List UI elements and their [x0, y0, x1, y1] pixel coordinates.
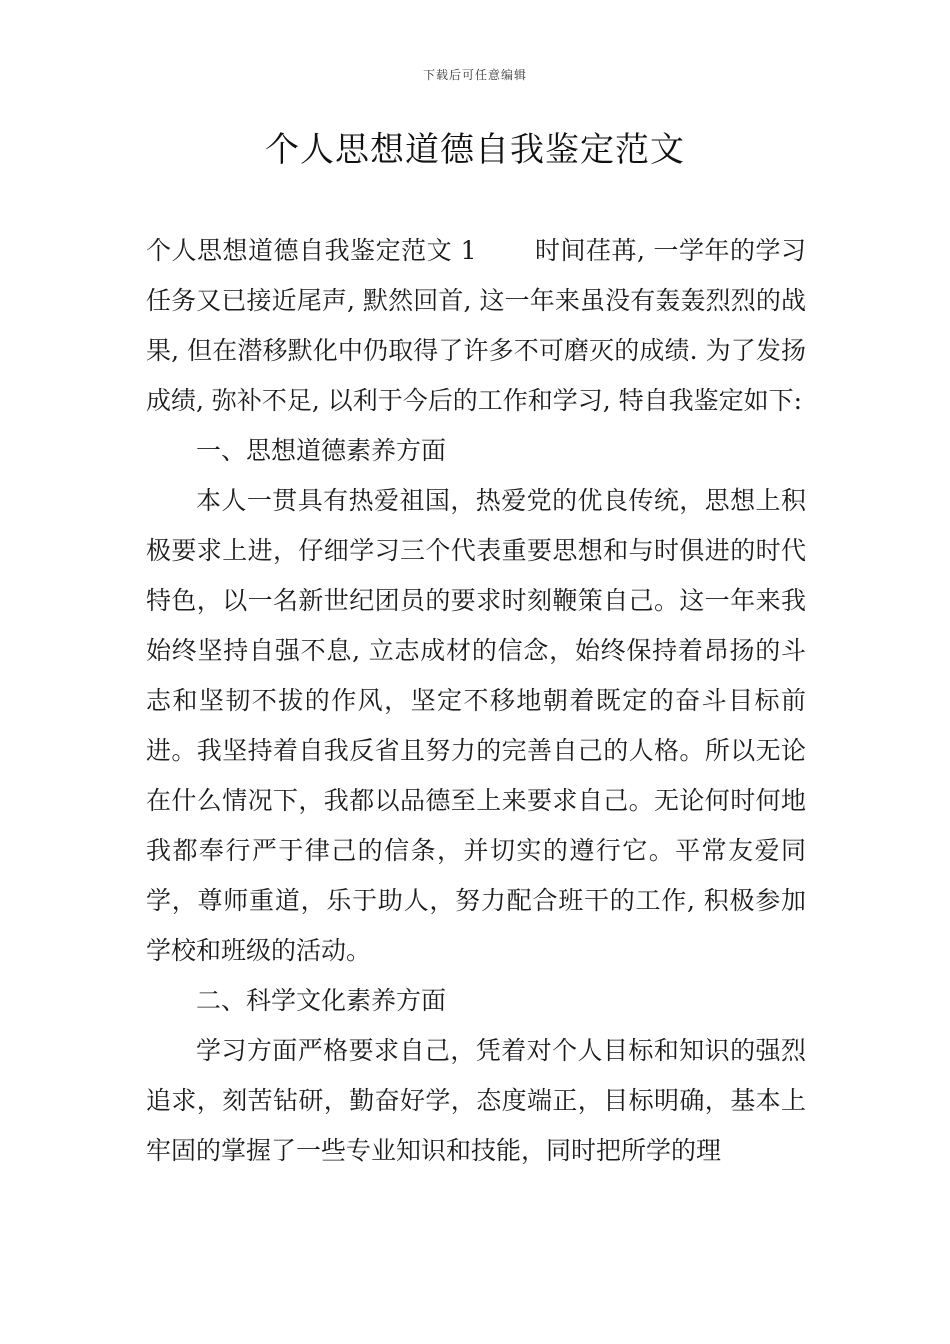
document-body	[146, 226, 806, 1176]
section-heading-moral: 一、思想道德素养方面	[196, 436, 447, 465]
intro-paragraph	[146, 226, 806, 426]
section-paragraph-moral: 本人一贯具有热爱祖国，热爱党的优良传统，思想上积极要求上进，仔细学习三个代表重要思想和与时俱进的时代特色，以一名新世纪团员的要求时刻鞭策自己。这一年来我始终坚持自强不息, 立志成材的信念，始终保持着昂扬的斗志和坚韧不拔的作风，坚定不移地朝着既定的奋斗目标前进。我坚持着自我反省且努力的完善自己的人格。所以无论在什么情况下，我都以品德至上来要求自己。无论何时何地我都奉行严于律己的信条，并切实的遵行它。平常友爱同学，尊师重道，乐于助人，努力配合班干的工作, 积极参加学校和班级的活动。	[146, 486, 806, 965]
document-title: 个人思想道德自我鉴定范文	[265, 130, 685, 170]
header-note: 下载后可任意编辑	[422, 68, 527, 82]
intro-text: 时间荏苒, 一学年的学习任务又已接近尾声, 默然回首, 这一年来虽没有轰轰烈烈的战果, 但在潜移默化中仍取得了许多不可磨灭的成绩. 为了发扬成绩, 弥补不足, 以利于今后的工作和学习, 特自我鉴定如下:	[146, 236, 806, 415]
section-paragraph-culture: 学习方面严格要求自己，凭着对个人目标和知识的强烈追求，刻苦钻研，勤奋好学，态度端正，目标明确，基本上牢固的掌握了一些专业知识和技能，同时把所学的理	[146, 1036, 806, 1165]
intro-label: 个人思想道德自我鉴定范文 1	[146, 236, 477, 265]
section-heading-culture: 二、科学文化素养方面	[196, 986, 447, 1015]
